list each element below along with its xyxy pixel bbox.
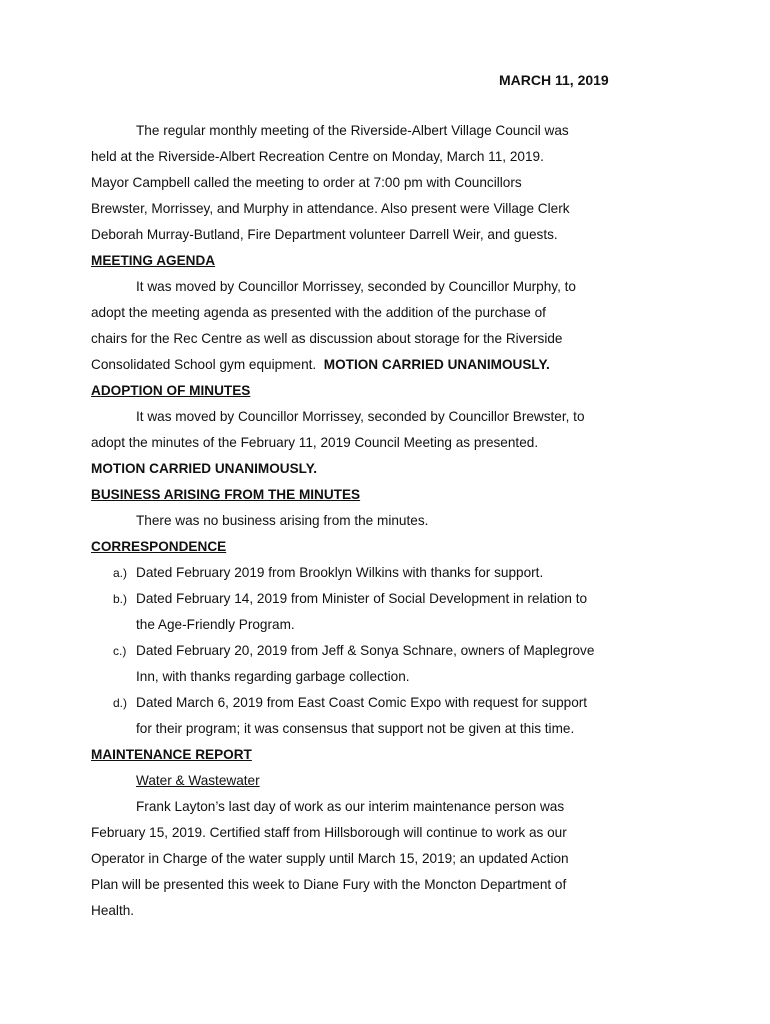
intro-line: Brewster, Morrissey, and Murphy in attendance. Also present were Village Clerk: [91, 201, 570, 216]
intro-line: The regular monthly meeting of the Riverside-Albert Village Council was: [136, 123, 569, 138]
minutes-heading: ADOPTION OF MINUTES: [91, 383, 251, 398]
maintenance-line: Frank Layton’s last day of work as our interim maintenance person was: [136, 799, 565, 814]
maintenance-line: Operator in Charge of the water supply until March 15, 2019; an updated Action: [91, 851, 569, 866]
agenda-line: It was moved by Councillor Morrissey, seconded by Councillor Murphy, to: [136, 279, 576, 294]
correspondence-line: [91, 586, 691, 612]
maintenance-subheading: Water & Wastewater: [136, 773, 260, 788]
correspondence-item: [91, 638, 691, 690]
business-line: There was no business arising from the minutes.: [136, 513, 429, 528]
business-section: [91, 482, 691, 534]
agenda-line: adopt the meeting agenda as presented with the addition of the purchase of: [91, 305, 546, 320]
list-marker: d.): [113, 696, 128, 710]
correspondence-line: for their program; it was consensus that support not be given at this time.: [136, 721, 575, 736]
correspondence-section: [91, 534, 691, 742]
correspondence-text: Dated February 20, 2019 from Jeff & Sonya Schnare, owners of Maplegrove: [136, 643, 595, 658]
agenda-heading: MEETING AGENDA: [91, 253, 216, 268]
meeting-date: MARCH 11, 2019: [499, 72, 609, 88]
correspondence-line: Inn, with thanks regarding garbage collection.: [136, 669, 410, 684]
correspondence-line: [91, 638, 691, 664]
minutes-body: [91, 118, 691, 924]
maintenance-subheading-row: [91, 768, 691, 794]
correspondence-text: Dated February 2019 from Brooklyn Wilkins with thanks for support.: [136, 565, 544, 580]
minutes-motion: MOTION CARRIED UNANIMOUSLY.: [91, 461, 318, 476]
maintenance-section: [91, 742, 691, 924]
agenda-section: [91, 248, 691, 378]
correspondence-item: [91, 560, 691, 586]
maintenance-line: Health.: [91, 903, 135, 918]
intro-line: Mayor Campbell called the meeting to order at 7:00 pm with Councillors: [91, 175, 522, 190]
correspondence-item: [91, 690, 691, 742]
list-marker: a.): [113, 566, 128, 580]
intro-paragraph: [91, 118, 691, 248]
correspondence-line: the Age-Friendly Program.: [136, 617, 295, 632]
correspondence-line: [91, 560, 691, 586]
correspondence-heading: CORRESPONDENCE: [91, 539, 227, 554]
maintenance-line: Plan will be presented this week to Diane Fury with the Moncton Department of: [91, 877, 567, 892]
correspondence-text: Dated February 14, 2019 from Minister of Social Development in relation to: [136, 591, 588, 606]
correspondence-item: [91, 586, 691, 638]
list-marker: c.): [113, 644, 127, 658]
maintenance-line: February 15, 2019. Certified staff from Hillsborough will continue to work as our: [91, 825, 567, 840]
business-heading: BUSINESS ARISING FROM THE MINUTES: [91, 487, 361, 502]
list-marker: b.): [113, 592, 128, 606]
agenda-line: Consolidated School gym equipment.: [91, 357, 324, 372]
intro-line: held at the Riverside-Albert Recreation Centre on Monday, March 11, 2019.: [91, 149, 544, 164]
agenda-line: chairs for the Rec Centre as well as discussion about storage for the Riverside: [91, 331, 563, 346]
correspondence-line: [91, 690, 691, 716]
agenda-line-with-motion: [91, 352, 691, 378]
minutes-line: adopt the minutes of the February 11, 2019 Council Meeting as presented.: [91, 435, 539, 450]
correspondence-text: Dated March 6, 2019 from East Coast Comic Expo with request for support: [136, 695, 588, 710]
intro-line: Deborah Murray-Butland, Fire Department volunteer Darrell Weir, and guests.: [91, 227, 558, 242]
maintenance-heading: MAINTENANCE REPORT: [91, 747, 252, 762]
minutes-line: It was moved by Councillor Morrissey, seconded by Councillor Brewster, to: [136, 409, 585, 424]
minutes-section: [91, 378, 691, 482]
agenda-motion: MOTION CARRIED UNANIMOUSLY.: [323, 357, 550, 372]
